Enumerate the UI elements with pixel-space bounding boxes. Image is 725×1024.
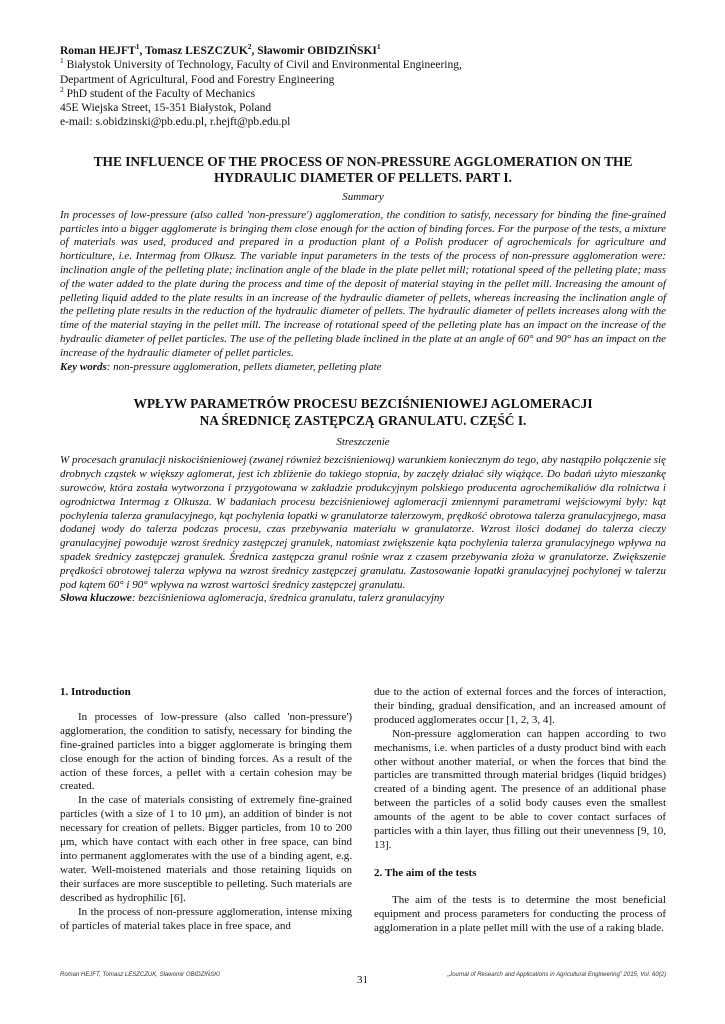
keywords-label-pl: Słowa kluczowe	[60, 592, 132, 605]
summary-heading: Summary	[342, 190, 384, 203]
paragraph: In the process of non-pressure agglomeration, intense mixing of particles of material takes place in free space, and	[60, 905, 352, 932]
paper-title-en	[60, 154, 666, 187]
page-number: 31	[357, 974, 368, 986]
footer-authors: Roman HEJFT, Tomasz LESZCZUK, Sławomir OBIDZIŃSKI	[60, 972, 220, 978]
page-header-block	[60, 44, 666, 606]
paragraph: In the case of materials consisting of extremely fine-grained particles (with a size of 1 to 10 μm), an addition of binder is not necessary for creation of pellets. Bigger particles, from 10 to 200 μm, which have contact with each other in free space, can bind into permanent agglomerates with the use of a binding agent, e.g. water. Well-moistened materials and those retaining liquids on their surfaces are more susceptible to pelleting. Such materials are described as hydrophilic [6].	[60, 794, 352, 904]
keywords-en	[60, 361, 666, 375]
paper-title-pl	[60, 396, 666, 429]
paragraph: due to the action of external forces and the forces of interaction, their binding, gradual densification, and an increased amount of produced agglomerates occur [1, 2, 3, 4].	[374, 686, 666, 726]
affiliation-1b: Department of Agricultural, Food and Forestry Engineering	[60, 73, 335, 86]
author-block	[60, 44, 666, 130]
paragraph: In processes of low-pressure (also called 'non-pressure') agglomeration, the condition to satisfy, necessary for binding the fine-grained particles into a bigger agglomerate is bringing them close enough for the action of binding forces. As a result of the action of these forces, a pellet with a certain cohesion may be created.	[60, 710, 352, 793]
affiliation-1-text: Białystok University of Technology, Faculty of Civil and Environmental Engineering,	[63, 59, 462, 72]
author-2-affil: 2	[247, 42, 252, 52]
title-en-line-2: HYDRAULIC DIAMETER OF PELLETS. PART I.	[213, 170, 512, 186]
paragraph: The aim of the tests is to determine the most beneficial equipment and process parameters for conducting the process of agglomeration in a plate pellet mill with the use of a raking blade.	[374, 893, 666, 934]
author-1-affil: 1	[135, 42, 140, 52]
left-column	[60, 686, 352, 936]
keywords-label: Key words	[60, 360, 107, 373]
author-1: Roman HEJFT	[60, 45, 136, 57]
abstract-pl: W procesach granulacji niskociśnieniowej (zwanej również bezciśnieniową) warunkiem koniecznym do tego, aby nastąpiło połączenie się drobnych cząstek w większy aglomerat, jest ich zbliżenie do takiego stopnia, by zaczęły działać siły wiążące. Do badań użyto mieszankę surowców, która została wytworzona i przygotowana w zakładzie produkcyjnym polskiego producenta agrochemikaliów dla rolnictwa i ogrodnictwa Intermag z Olkusza. W badaniach procesu bezciśnieniowej aglomeracji zmiennymi parametrami wejściowymi były: kąt pochylenia talerza granulacyjnego, kąt pochylenia łopatki w granulatorze talerzowym, prędkość obrotowa talerza granulacyjnego, masa dodanej wody do talerza podczas procesu, czas przebywania materiału w granulatorze. Wzrost ilości dodanej do talerza cieczy granulacyjnej powoduje wzrost średnicy zastępczej granulek, natomiast zwiększenie kąta pochylenia talerza granulacyjnego wpływa na spadek średnicy zastępczej granulek. Średnica zastępcza granul rośnie wraz z czasem przebywania złoża w granulatorze. Zwiększenie prędkości obrotowej talerza wpływa na wzrost średnicy zastępczej granulatu. Zastosowanie łopatki granulacyjnej pochylonej w talerzu pod kątem 60° i 90° wpływa na wzrost wartości średnicy zastępczej granulatu.	[60, 454, 666, 591]
affiliation-2	[60, 87, 666, 101]
keywords-pl	[60, 592, 666, 606]
abstract-en: In processes of low-pressure (also called 'non-pressure') agglomeration, the condition to satisfy, necessary for binding the fine-grained particles into a bigger agglomerate is bringing them close enough for the action of binding forces. For the purpose of the tests, a mixture of materials was used, produced and prepared in a production plant of a Polish producer of agrochemicals for agriculture and horticulture, i.e. Intermag from Olkusz. The variable input parameters in the tests of the process of non-pressure agglomeration were: inclination angle of the pelleting plate; inclination angle of the blade in the plate pellet mill; rotational speed of the pelleting plate; mass of the water added to the plate during the process and time of the deposit of material staying in the pellet mill. Increasing the amount of pelleting liquid added to the plate results in an increase of the hydraulic diameter of pellets, whereas increasing the inclination angle of the pelleting plate results in the reduction of the hydraulic diameter of pellets. The hydraulic diameter of pellets increases along with the time of the material staying in the pellet mill. The increase of rotational speed of the pelleting plate has an impact on the increase of the hydraulic diameter of pellet particles. The use of the pelleting blade inclined in the plate at an angle of 60° and 90° has an impact on the increase of the hydraulic diameter of pellet particles.	[60, 208, 666, 359]
title-pl-line-2: NA ŚREDNICĘ ZASTĘPCZĄ GRANULATU. CZĘŚĆ I.	[199, 412, 527, 428]
section-1-heading: 1. Introduction	[60, 686, 131, 698]
affiliation-2-mark: 2	[60, 85, 64, 95]
email: e-mail: s.obidzinski@pb.edu.pl, r.hejft@pb.edu.pl	[60, 116, 291, 129]
paragraph: Non-pressure agglomeration can happen according to two mechanisms, i.e. when particles of a dusty product bind with each other without another material, or when the forces that bind the particles are transmitted through material bridges (liquid bridges) created of a binding agent. The presence of an additional phase between the particles of a solid body causes even the smallest amounts of the agent to be able to cover contact surfaces of particles with a thin layer, thus filling out their unevenness [9, 10, 13].	[374, 727, 666, 851]
keywords-text-pl: : bezciśnieniowa aglomeracja, średnica granulatu, talerz granulacyjny	[131, 592, 445, 605]
footer-journal: „Journal of Research and Applications in Agricultural Engineering” 2015, Vol. 60(2)	[447, 972, 666, 978]
body-columns	[60, 686, 666, 936]
address: 45E Wiejska Street, 15-351 Białystok, Poland	[60, 102, 272, 115]
title-en-line-1: THE INFLUENCE OF THE PROCESS OF NON-PRESSURE AGGLOMERATION ON THE	[93, 153, 633, 169]
affiliation-1	[60, 58, 666, 72]
affiliation-2-text: PhD student of the Faculty of Mechanics	[63, 87, 256, 100]
section-2-heading: 2. The aim of the tests	[374, 866, 477, 879]
affiliation-1-mark: 1	[60, 56, 64, 66]
keywords-text: : non-pressure agglomeration, pellets diameter, pelleting plate	[106, 360, 382, 373]
author-3: , Sławomir OBIDZIŃSKI	[251, 45, 377, 57]
title-pl-line-1: WPŁYW PARAMETRÓW PROCESU BEZCIŚNIENIOWEJ AGLOMERACJI	[133, 396, 593, 412]
right-column	[374, 686, 666, 936]
author-names	[60, 44, 666, 58]
summary-heading-pl: Streszczenie	[336, 436, 390, 449]
author-3-affil: 1	[376, 42, 381, 52]
author-2: , Tomasz LESZCZUK	[139, 45, 248, 57]
